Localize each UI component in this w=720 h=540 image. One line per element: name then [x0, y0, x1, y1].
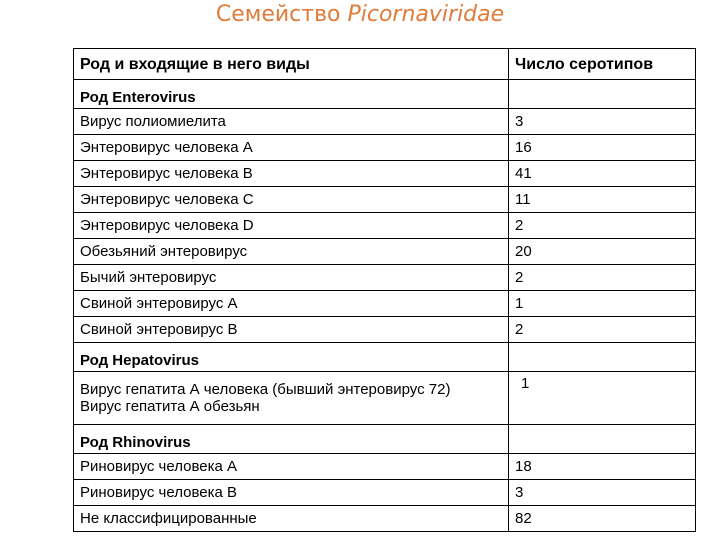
group-row: [74, 425, 696, 454]
page-title: [0, 2, 720, 27]
species-cell: Энтеровирус человека D: [74, 213, 509, 239]
species-cell: Энтеровирус человека A: [74, 135, 509, 161]
species-line: Вирус гепатита А человека (бывший энтеровирус 72): [80, 381, 451, 398]
header-serotype-count: Число серотипов: [509, 49, 696, 80]
count-cell: 2: [509, 265, 696, 291]
table-row: [74, 135, 696, 161]
group-count-empty: [509, 80, 696, 109]
count-cell: 18: [509, 454, 696, 480]
table-header-row: [74, 49, 696, 80]
species-cell: Обезьяний энтеровирус: [74, 239, 509, 265]
species-cell: Свиной энтеровирус B: [74, 317, 509, 343]
species-cell: Не классифицированные: [74, 506, 509, 532]
species-cell: Вирус полиомиелита: [74, 109, 509, 135]
species-line: Вирус гепатита А обезьян: [80, 398, 260, 415]
table-row: [74, 317, 696, 343]
title-prefix: Семейство: [215, 2, 348, 27]
table-row: [74, 265, 696, 291]
group-row: [74, 80, 696, 109]
group-row: [74, 343, 696, 372]
header-genus-species: Род и входящие в него виды: [74, 49, 509, 80]
count-cell: 82: [509, 506, 696, 532]
group-name: Род Enterovirus: [74, 80, 509, 109]
count-cell: 2: [509, 213, 696, 239]
group-count-empty: [509, 343, 696, 372]
table-row: [74, 161, 696, 187]
table-row: [74, 480, 696, 506]
table-row: [74, 239, 696, 265]
count-cell: 11: [509, 187, 696, 213]
group-count-empty: [509, 425, 696, 454]
group-name: Род Hepatovirus: [74, 343, 509, 372]
table-row: [74, 291, 696, 317]
species-cell: Риновирус человека A: [74, 454, 509, 480]
table-row: [74, 454, 696, 480]
count-cell: 2: [509, 317, 696, 343]
species-cell: Энтеровирус человека C: [74, 187, 509, 213]
table-row: [74, 187, 696, 213]
group-name: Род Rhinovirus: [74, 425, 509, 454]
table-row: [74, 506, 696, 532]
table-row: [74, 213, 696, 239]
count-cell: 1: [509, 372, 696, 425]
count-cell: 41: [509, 161, 696, 187]
species-cell: Риновирус человека B: [74, 480, 509, 506]
table-row: [74, 109, 696, 135]
species-cell: Свиной энтеровирус A: [74, 291, 509, 317]
species-cell: Энтеровирус человека B: [74, 161, 509, 187]
count-cell: 20: [509, 239, 696, 265]
species-cell: [74, 372, 509, 425]
serotype-table: [73, 48, 696, 532]
count-cell: 1: [509, 291, 696, 317]
species-cell: Бычий энтеровирус: [74, 265, 509, 291]
count-cell: 3: [509, 109, 696, 135]
table-row: [74, 372, 696, 425]
title-family-name: Picornaviridae: [347, 2, 505, 27]
count-cell: 3: [509, 480, 696, 506]
count-cell: 16: [509, 135, 696, 161]
